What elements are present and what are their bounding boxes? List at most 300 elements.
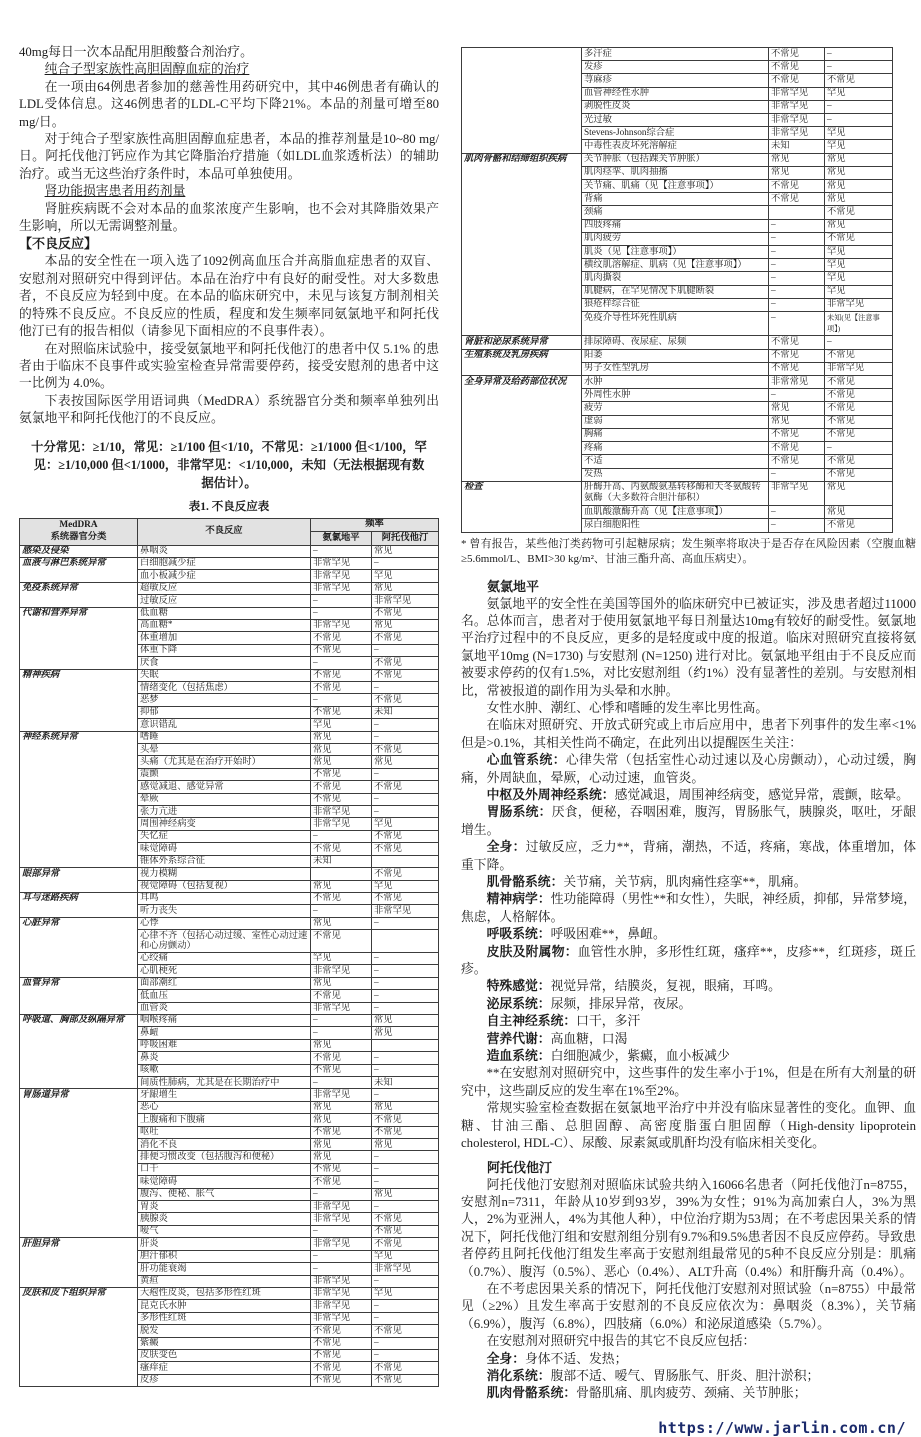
atorvastatin-freq-cell: 常见 xyxy=(372,1014,439,1026)
system-organ-text: 性功能障碍（男性**和女性），失眠，神经质，抑郁，异常梦境，焦虑，人格解体。 xyxy=(461,892,916,924)
heading-homozygous-fh: 纯合子型家族性高胆固醇血症的治疗 xyxy=(44,62,250,77)
atorvastatin-freq-cell: 罕见 xyxy=(372,1250,439,1262)
atorvastatin-freq-cell: 罕见 xyxy=(372,1287,439,1299)
reaction-cell: 味觉障碍 xyxy=(138,1176,311,1188)
paragraph-meddra-intro: 下表按国际医学用语词典（MedDRA）系统器官分类和频率单独列出氨氯地平和阿托伐他汀的不良反应。 xyxy=(19,393,439,426)
reaction-cell: 外周性水肿 xyxy=(582,389,769,402)
reaction-cell: 恶梦 xyxy=(138,694,311,706)
amlodipine-freq-cell: 不常见 xyxy=(311,768,372,780)
atorvastatin-freq-cell: 不常见 xyxy=(372,1213,439,1225)
amlodipine-freq-cell: 常见 xyxy=(311,1039,372,1051)
amlodipine-freq-cell: 常见 xyxy=(311,744,372,756)
reaction-cell: 黄疸 xyxy=(138,1275,311,1287)
reaction-cell: 尿白细胞阳性 xyxy=(582,519,769,532)
reaction-cell: 低血糖 xyxy=(138,607,311,619)
table-header-row xyxy=(20,518,439,532)
atorvastatin-freq-cell: – xyxy=(372,1201,439,1213)
reaction-cell: 狼疮样综合征 xyxy=(582,298,769,311)
table-row xyxy=(20,892,439,904)
reaction-cell: 发疹 xyxy=(582,61,769,74)
amlodipine-freq-cell: 非常罕见 xyxy=(769,114,825,127)
atorvastatin-freq-cell: 不常见 xyxy=(825,232,893,245)
system-organ-label: 心血管系统： xyxy=(486,753,566,768)
amlodipine-freq-cell: 不常见 xyxy=(311,930,372,953)
amlodipine-freq-cell: 非常罕见 xyxy=(311,1287,372,1299)
reaction-cell: 四肢疼痛 xyxy=(582,219,769,232)
atorvastatin-freq-cell: – xyxy=(825,61,893,74)
atorvastatin-freq-cell: 不常见 xyxy=(372,868,439,880)
amlodipine-system-list xyxy=(461,752,916,1065)
reaction-cell: 鼻衄 xyxy=(138,1027,311,1039)
system-organ-text: 腹部不适、嗳气、胃肠胀气、肝炎、胆汁淤积； xyxy=(550,1368,820,1383)
atorvastatin-freq-cell: 常见 xyxy=(372,582,439,594)
atorvastatin-freq-cell: 未知(见【注意事项】) xyxy=(825,312,893,336)
soc-category-cell: 心脏异常 xyxy=(20,917,138,977)
table-row xyxy=(462,481,893,505)
reaction-cell: 味觉障碍 xyxy=(138,843,311,855)
table-row xyxy=(20,1014,439,1026)
amlodipine-freq-cell: 常见 xyxy=(311,1114,372,1126)
system-organ-text: 厌食，便秘，吞咽困难，腹泻，胃肠胀气，胰腺炎，呕吐，牙龈增生。 xyxy=(461,805,917,837)
amlodipine-freq-cell: 常见 xyxy=(769,153,825,166)
atorvastatin-freq-cell: 未知 xyxy=(372,706,439,718)
table-row xyxy=(462,153,893,166)
left-column xyxy=(19,44,439,1387)
amlodipine-freq-cell: 不常见 xyxy=(311,1126,372,1138)
reaction-cell: 胃炎 xyxy=(138,1201,311,1213)
system-organ-text: 过敏反应，乏力**，背痛，潮热，不适，疼痛，寒战，体重增加，体重下降。 xyxy=(461,840,917,872)
amlodipine-freq-cell: – xyxy=(769,468,825,481)
reaction-cell: 剥脱性皮炎 xyxy=(582,100,769,113)
reaction-cell: 视力模糊 xyxy=(138,868,311,880)
reaction-cell: 阳萎 xyxy=(582,349,769,362)
atorvastatin-freq-cell: – xyxy=(372,1337,439,1349)
reaction-cell: 光过敏 xyxy=(582,114,769,127)
amlodipine-freq-cell: 非常罕见 xyxy=(311,1312,372,1324)
system-organ-item xyxy=(461,944,916,979)
reaction-cell: 虚弱 xyxy=(582,415,769,428)
paragraph-amlodipine-safety: 氨氯地平的安全性在美国等国外的临床研究中已被证实，涉及患者超过11000名。总体而言，患者对于使用氨氯地平每日剂量达10mg有较好的耐受性。氨氯地平治疗过程中的不良反应，更多的是轻度或中度的报道。临床对照研究直接将氨氯地平10mg (N=1730) 与安慰剂 (N=1250) 进行对比。氨氯地平组由于不良反应而被要求停药的仅有1.5%，对比安慰剂组（约1%）没有显著性的差别。与安慰剂相比，常被报道的副作用为头晕和水肿。 xyxy=(461,596,916,698)
atorvastatin-freq-cell: 不常见 xyxy=(372,632,439,644)
atorvastatin-freq-cell: 罕见 xyxy=(825,127,893,140)
reaction-cell: 瘙痒症 xyxy=(138,1362,311,1374)
atorvastatin-freq-cell: 罕见 xyxy=(372,818,439,830)
atorvastatin-freq-cell: 罕见 xyxy=(825,140,893,153)
amlodipine-freq-cell: 不常见 xyxy=(311,1349,372,1361)
adverse-reactions-table-left xyxy=(19,518,439,1388)
table-row xyxy=(462,48,893,61)
amlodipine-freq-cell: 不常见 xyxy=(311,1325,372,1337)
amlodipine-freq-cell: 不常见 xyxy=(769,336,825,349)
soc-category-cell: 精神疾病 xyxy=(20,669,138,731)
atorvastatin-freq-cell: – xyxy=(372,965,439,977)
reaction-cell: 血小板减少症 xyxy=(138,570,311,582)
atorvastatin-freq-cell: 不常见 xyxy=(372,1114,439,1126)
amlodipine-freq-cell: 非常罕见 xyxy=(769,127,825,140)
atorvastatin-freq-cell: – xyxy=(372,1349,439,1361)
table-row xyxy=(462,376,893,389)
atorvastatin-freq-cell: – xyxy=(372,1089,439,1101)
paragraph-amlodipine-gender: 女性水肿、潮红、心悸和嗜睡的发生率比男性高。 xyxy=(486,700,769,715)
reaction-cell: 肝功能衰竭 xyxy=(138,1263,311,1275)
soc-category-cell: 呼吸道、胸部及纵隔异常 xyxy=(20,1014,138,1088)
atorvastatin-freq-cell: 未知 xyxy=(372,1077,439,1089)
reaction-cell: 体重下降 xyxy=(138,644,311,656)
atorvastatin-freq-cell: 非常罕见 xyxy=(825,298,893,311)
reaction-cell: 过敏反应 xyxy=(138,595,311,607)
amlodipine-freq-cell: 不常见 xyxy=(769,362,825,375)
system-organ-label: 全身： xyxy=(486,840,526,855)
atorvastatin-freq-cell: 不常见 xyxy=(372,694,439,706)
atorvastatin-freq-cell: 罕见 xyxy=(372,570,439,582)
watermark-url-link[interactable]: https://www.jarlin.com.cn/ xyxy=(658,1418,906,1437)
atorvastatin-freq-cell: – xyxy=(372,731,439,743)
reaction-cell: 锥体外系综合征 xyxy=(138,855,311,867)
amlodipine-freq-cell: 不常见 xyxy=(311,843,372,855)
reaction-cell: 心肌梗死 xyxy=(138,965,311,977)
reaction-cell: 发热 xyxy=(582,468,769,481)
reaction-cell: 头痛（尤其是在治疗开始时） xyxy=(138,756,311,768)
reaction-cell: 感觉减退、感觉异常 xyxy=(138,781,311,793)
amlodipine-freq-cell: 非常罕见 xyxy=(311,582,372,594)
atorvastatin-freq-cell: 不常见 xyxy=(825,402,893,415)
atorvastatin-freq-cell: 非常罕见 xyxy=(825,362,893,375)
reaction-cell: 疲劳 xyxy=(582,402,769,415)
soc-category-cell: 血管异常 xyxy=(20,977,138,1014)
table-row xyxy=(20,1089,439,1101)
amlodipine-freq-cell: – xyxy=(311,657,372,669)
amlodipine-freq-cell: 非常罕见 xyxy=(311,1089,372,1101)
atorvastatin-freq-cell: 不常见 xyxy=(372,1325,439,1337)
atorvastatin-freq-cell: – xyxy=(372,793,439,805)
reaction-cell: 厌食 xyxy=(138,657,311,669)
table-row xyxy=(462,336,893,349)
soc-category-cell: 眼部异常 xyxy=(20,868,138,893)
atorvastatin-freq-cell: – xyxy=(372,682,439,694)
reaction-cell: 呕吐 xyxy=(138,1126,311,1138)
amlodipine-freq-cell: 常见 xyxy=(311,917,372,929)
atorvastatin-freq-cell: 常见 xyxy=(372,1188,439,1200)
system-organ-text: 尿频，排尿异常，夜尿。 xyxy=(550,996,692,1011)
atorvastatin-freq-cell: – xyxy=(372,1052,439,1064)
amlodipine-freq-cell: 不常见 xyxy=(311,1337,372,1349)
amlodipine-freq-cell: – xyxy=(311,1077,372,1089)
reaction-cell: 肌肉疲劳 xyxy=(582,232,769,245)
amlodipine-freq-cell: 不常见 xyxy=(311,892,372,904)
amlodipine-freq-cell: – xyxy=(769,246,825,259)
amlodipine-freq-cell: 常见 xyxy=(311,977,372,989)
system-organ-item xyxy=(461,978,916,995)
soc-category-cell: 代谢和营养异常 xyxy=(20,607,138,669)
amlodipine-freq-cell: 不常见 xyxy=(311,632,372,644)
amlodipine-freq-cell: 非常罕见 xyxy=(311,1275,372,1287)
amlodipine-freq-cell: 常见 xyxy=(311,756,372,768)
right-column xyxy=(461,44,916,1437)
amlodipine-freq-cell: 不常见 xyxy=(769,455,825,468)
frequency-legend: 十分常见：≥1/10，常见：≥1/100 但<1/10，不常见：≥1/1000 但<1/100，罕见：≥1/10,000 但<1/1000，非常罕见：<1/10,000，未知（无法根据现有数据估计）。 xyxy=(31,439,427,490)
amlodipine-freq-cell: 非常罕见 xyxy=(311,619,372,631)
system-organ-item xyxy=(461,787,916,804)
atorvastatin-freq-cell: – xyxy=(372,806,439,818)
system-organ-label: 肌肉骨骼系统： xyxy=(486,1386,577,1401)
reaction-cell: 牙龈增生 xyxy=(138,1089,311,1101)
atorvastatin-freq-cell: – xyxy=(372,1275,439,1287)
system-organ-item xyxy=(461,1385,916,1402)
atorvastatin-freq-cell: 常见 xyxy=(372,1139,439,1151)
reaction-cell: 头晕 xyxy=(138,744,311,756)
system-organ-label: 皮肤及附属物： xyxy=(486,944,578,959)
reaction-cell: 排尿障碍、夜尿症、尿频 xyxy=(582,336,769,349)
atorvastatin-freq-cell: 不常见 xyxy=(372,669,439,681)
amlodipine-freq-cell: – xyxy=(769,389,825,402)
reaction-cell: 腹泻、便秘、胀气 xyxy=(138,1188,311,1200)
header-frequency-cell: 频率 xyxy=(311,518,439,532)
soc-category-cell: 肾脏和泌尿系统异常 xyxy=(462,336,582,349)
reaction-cell: 视觉障碍（包括复视） xyxy=(138,880,311,892)
amlodipine-freq-cell: 非常罕见 xyxy=(769,481,825,505)
reaction-cell: 血管炎 xyxy=(138,1002,311,1014)
amlodipine-freq-cell: – xyxy=(311,595,372,607)
amlodipine-freq-cell: – xyxy=(311,1263,372,1275)
amlodipine-freq-cell: – xyxy=(769,272,825,285)
reaction-cell: 消化不良 xyxy=(138,1139,311,1151)
atorvastatin-freq-cell: 不常见 xyxy=(825,519,893,532)
reaction-cell: 周围神经病变 xyxy=(138,818,311,830)
table-row xyxy=(20,1238,439,1250)
amlodipine-freq-cell: 不常见 xyxy=(311,793,372,805)
reaction-cell: 听力丧失 xyxy=(138,905,311,917)
reaction-cell: Stevens-Johnson综合症 xyxy=(582,127,769,140)
amlodipine-freq-cell: 不常见 xyxy=(311,1176,372,1188)
atorvastatin-freq-cell: – xyxy=(372,977,439,989)
amlodipine-freq-cell: 未知 xyxy=(769,140,825,153)
amlodipine-freq-cell: 不常见 xyxy=(311,644,372,656)
reaction-cell: 恶心 xyxy=(138,1101,311,1113)
reaction-cell: 免疫介导性坏死性肌病 xyxy=(582,312,769,336)
reaction-cell: 体重增加 xyxy=(138,632,311,644)
atorvastatin-freq-cell xyxy=(372,1039,439,1051)
amlodipine-freq-cell: – xyxy=(311,1188,372,1200)
atorvastatin-freq-cell: – xyxy=(372,768,439,780)
table-row xyxy=(20,669,439,681)
reaction-cell: 肌炎（见【注意事项】） xyxy=(582,246,769,259)
table-row xyxy=(20,977,439,989)
reaction-cell: 面部潮红 xyxy=(138,977,311,989)
reaction-cell: 心悸 xyxy=(138,917,311,929)
paragraph-atorvastatin-common-reactions: 在不考虑因果关系的情况下，阿托伐他汀安慰剂对照试验（n=8755）中最常见（≥2%）且发生率高于安慰剂的不良反应依次为：鼻咽炎（8.3%），关节痛（6.9%），腹泻（6.8%），四肢痛（6.0%）和泌尿道感染（5.7%）。 xyxy=(461,1281,916,1331)
reaction-cell: 水肿 xyxy=(582,376,769,389)
system-organ-label: 胃肠系统： xyxy=(486,805,552,820)
amlodipine-freq-cell: 非常罕见 xyxy=(311,965,372,977)
adverse-reactions-table-right xyxy=(461,47,893,533)
amlodipine-freq-cell: – xyxy=(769,298,825,311)
table-row xyxy=(20,545,439,557)
atorvastatin-freq-cell: 不常见 xyxy=(825,389,893,402)
header-reaction-cell: 不良反应 xyxy=(138,518,311,545)
table-row xyxy=(20,607,439,619)
soc-category-cell xyxy=(462,48,582,154)
atorvastatin-freq-cell: – xyxy=(372,644,439,656)
atorvastatin-freq-cell: 不常见 xyxy=(825,415,893,428)
atorvastatin-freq-cell: 不常见 xyxy=(372,892,439,904)
reaction-cell: 上腹痛和下腹痛 xyxy=(138,1114,311,1126)
system-organ-text: 口干，多汗 xyxy=(576,1014,641,1029)
atorvastatin-freq-cell: 常见 xyxy=(825,180,893,193)
amlodipine-freq-cell: – xyxy=(311,1225,372,1237)
atorvastatin-freq-cell: – xyxy=(372,952,439,964)
reaction-cell: 口干 xyxy=(138,1163,311,1175)
amlodipine-freq-cell: – xyxy=(769,219,825,232)
atorvastatin-freq-cell: – xyxy=(372,1163,439,1175)
atorvastatin-freq-cell: 不常见 xyxy=(372,830,439,842)
atorvastatin-freq-cell: 不常见 xyxy=(372,1362,439,1374)
table-row xyxy=(20,582,439,594)
atorvastatin-freq-cell xyxy=(372,930,439,953)
atorvastatin-freq-cell: 罕见 xyxy=(825,246,893,259)
atorvastatin-system-list xyxy=(461,1351,916,1403)
amlodipine-freq-cell: 常见 xyxy=(769,402,825,415)
reaction-cell: 张力亢进 xyxy=(138,806,311,818)
reaction-cell: 低血压 xyxy=(138,990,311,1002)
atorvastatin-freq-cell: 不常见 xyxy=(372,1238,439,1250)
amlodipine-freq-cell: 非常罕见 xyxy=(311,1213,372,1225)
atorvastatin-freq-cell: 常见 xyxy=(825,193,893,206)
system-organ-item xyxy=(461,1048,916,1065)
soc-category-cell: 生殖系统及乳房疾病 xyxy=(462,349,582,375)
atorvastatin-freq-cell: – xyxy=(825,100,893,113)
system-organ-text: 骨骼肌痛、肌肉疲劳、颈痛、关节肿胀； xyxy=(576,1386,807,1401)
amlodipine-freq-cell: 不常见 xyxy=(311,781,372,793)
paragraph-amlodipine-lab-values: 常规实验室检查数据在氨氯地平治疗中并没有临床显著性的变化。血钾、血糖、甘油三酯、总胆固醇、高密度脂蛋白胆固醇（High-density lipoprotein cholesterol, HDL-C）、尿酸、尿素氮或肌酐均没有临床相关变化。 xyxy=(461,1101,916,1151)
atorvastatin-freq-cell: 常见 xyxy=(825,166,893,179)
amlodipine-freq-cell: – xyxy=(311,607,372,619)
subsection-heading-atorvastatin: 阿托伐他汀 xyxy=(487,1159,553,1175)
reaction-cell: 肝炎 xyxy=(138,1238,311,1250)
amlodipine-freq-cell: 不常见 xyxy=(769,193,825,206)
system-organ-item xyxy=(461,752,916,787)
reaction-cell: 肌肉撕裂 xyxy=(582,272,769,285)
header-amlodipine-cell: 氨氯地平 xyxy=(311,532,372,546)
amlodipine-freq-cell: 不常见 xyxy=(769,61,825,74)
amlodipine-freq-cell: 不常见 xyxy=(311,1362,372,1374)
reaction-cell: 血管神经性水肿 xyxy=(582,87,769,100)
system-organ-text: 视觉异常，结膜炎，复视，眼痛，耳鸣。 xyxy=(550,979,781,994)
system-organ-item xyxy=(461,1031,916,1048)
amlodipine-freq-cell: 非常罕见 xyxy=(311,1002,372,1014)
table-row xyxy=(20,1287,439,1299)
amlodipine-freq-cell: 罕见 xyxy=(311,952,372,964)
atorvastatin-freq-cell: 不常见 xyxy=(825,468,893,481)
system-organ-label: 精神病学： xyxy=(486,892,551,907)
amlodipine-freq-cell: – xyxy=(311,694,372,706)
atorvastatin-freq-cell: 罕见 xyxy=(825,272,893,285)
soc-category-cell: 耳与迷路疾病 xyxy=(20,892,138,917)
soc-category-cell: 血液与淋巴系统异常 xyxy=(20,557,138,582)
amlodipine-freq-cell: 非常罕见 xyxy=(769,100,825,113)
reaction-cell: 胰腺炎 xyxy=(138,1213,311,1225)
atorvastatin-freq-cell: 不常见 xyxy=(372,657,439,669)
soc-category-cell: 肝胆异常 xyxy=(20,1238,138,1288)
reaction-cell: 肌腱病，在罕见情况下肌腱断裂 xyxy=(582,285,769,298)
atorvastatin-freq-cell: 常见 xyxy=(372,756,439,768)
atorvastatin-freq-cell: 不常见 xyxy=(825,455,893,468)
amlodipine-freq-cell: 非常罕见 xyxy=(311,806,372,818)
amlodipine-freq-cell: – xyxy=(311,830,372,842)
amlodipine-freq-cell: 罕见 xyxy=(311,719,372,731)
system-organ-item xyxy=(461,804,916,839)
reaction-cell: 颈痛 xyxy=(582,206,769,219)
amlodipine-freq-cell: 不常见 xyxy=(769,349,825,362)
atorvastatin-freq-cell: 常见 xyxy=(825,506,893,519)
reaction-cell: 间质性肺病，尤其是在长期治疗中 xyxy=(138,1077,311,1089)
atorvastatin-freq-cell: – xyxy=(372,1300,439,1312)
atorvastatin-freq-cell: 常见 xyxy=(825,481,893,505)
atorvastatin-freq-cell: 不常见 xyxy=(372,843,439,855)
soc-category-cell: 肌肉骨骼和结缔组织疾病 xyxy=(462,153,582,336)
paragraph-atorvastatin-other-intro: 在安慰剂对照研究中报告的其它不良反应包括： xyxy=(486,1334,756,1349)
reaction-cell: 超敏反应 xyxy=(138,582,311,594)
reaction-cell: 排便习惯改变（包括腹泻和便秘） xyxy=(138,1151,311,1163)
atorvastatin-freq-cell: – xyxy=(372,557,439,569)
reaction-cell: 背痛 xyxy=(582,193,769,206)
soc-category-cell: 胃肠道异常 xyxy=(20,1089,138,1238)
table-footnote-statins-diabetes: * 曾有报告，某些他汀类药物可引起糖尿病；发生频率将取决于是否存在风险因素（空腹血糖≥5.6mmol/L、BMI>30 kg/m²、甘油三酯升高、高血压病史）。 xyxy=(461,537,916,566)
atorvastatin-freq-cell: 常见 xyxy=(372,1027,439,1039)
reaction-cell: 荨麻疹 xyxy=(582,74,769,87)
amlodipine-freq-cell: 不常见 xyxy=(311,669,372,681)
reaction-cell: 咳嗽 xyxy=(138,1064,311,1076)
amlodipine-freq-cell: 不常见 xyxy=(311,682,372,694)
reaction-cell: 胆汁郁积 xyxy=(138,1250,311,1262)
atorvastatin-freq-cell: – xyxy=(372,1002,439,1014)
reaction-cell: 男子女性型乳房 xyxy=(582,362,769,375)
atorvastatin-freq-cell: 非常罕见 xyxy=(372,1263,439,1275)
atorvastatin-freq-cell: – xyxy=(372,719,439,731)
paragraph-compassionate-study: 在一项由64例患者参加的慈善性用药研究中，其中46例患者有确认的LDL受体信息。这46例患者的LDL-C平均下降21%。本品的剂量可增至80 mg/日。 xyxy=(19,79,439,129)
reaction-cell: 血肌酸激酶升高（见【注意事项】） xyxy=(582,506,769,519)
atorvastatin-freq-cell: 罕见 xyxy=(372,880,439,892)
atorvastatin-freq-cell: 不常见 xyxy=(825,74,893,87)
heading-renal-impairment: 肾功能损害患者用药剂量 xyxy=(44,184,186,199)
amlodipine-freq-cell: – xyxy=(769,232,825,245)
atorvastatin-freq-cell: 常见 xyxy=(825,219,893,232)
paragraph-discontinuation-rates: 在对照临床试验中，接受氨氯地平和阿托伐他汀的患者中仅 5.1% 的患者由于临床不良事件或实验室检查异常需要停药，接受安慰剂的患者中这一比例为 4.0%。 xyxy=(19,341,439,391)
header-atorvastatin-cell: 阿托伐他汀 xyxy=(372,532,439,546)
soc-category-cell: 检查 xyxy=(462,481,582,532)
system-organ-label: 造血系统： xyxy=(486,1049,551,1064)
reaction-cell: 情绪变化（包括焦虑） xyxy=(138,682,311,694)
reaction-cell: 中毒性表皮坏死溶解症 xyxy=(582,140,769,153)
amlodipine-freq-cell: 不常见 xyxy=(311,1052,372,1064)
atorvastatin-freq-cell: – xyxy=(372,1176,439,1188)
atorvastatin-freq-cell: 不常见 xyxy=(825,349,893,362)
reaction-cell: 晕厥 xyxy=(138,793,311,805)
system-organ-item xyxy=(461,1368,916,1385)
paragraph-homozygous-dose: 对于纯合子型家族性高胆固醇血症患者，本品的推荐剂量是10~80 mg/日。阿托伐他汀钙应作为其它降脂治疗措施（如LDL血浆透析法）的辅助治疗。或当无这些治疗条件时，本品可单独使用。 xyxy=(19,132,439,181)
amlodipine-freq-cell: 不常见 xyxy=(769,428,825,441)
reaction-cell: 胸痛 xyxy=(582,428,769,441)
reaction-cell: 抑郁 xyxy=(138,706,311,718)
amlodipine-freq-cell: 常见 xyxy=(311,1151,372,1163)
amlodipine-freq-cell: 不常见 xyxy=(311,1374,372,1386)
system-organ-item xyxy=(461,1351,916,1368)
atorvastatin-freq-cell: 不常见 xyxy=(372,781,439,793)
system-organ-text: 高血糖，口渴 xyxy=(550,1031,628,1046)
amlodipine-freq-cell: 非常罕见 xyxy=(311,557,372,569)
amlodipine-freq-cell: – xyxy=(311,1014,372,1026)
atorvastatin-freq-cell: 罕见 xyxy=(825,87,893,100)
atorvastatin-freq-cell: – xyxy=(372,990,439,1002)
